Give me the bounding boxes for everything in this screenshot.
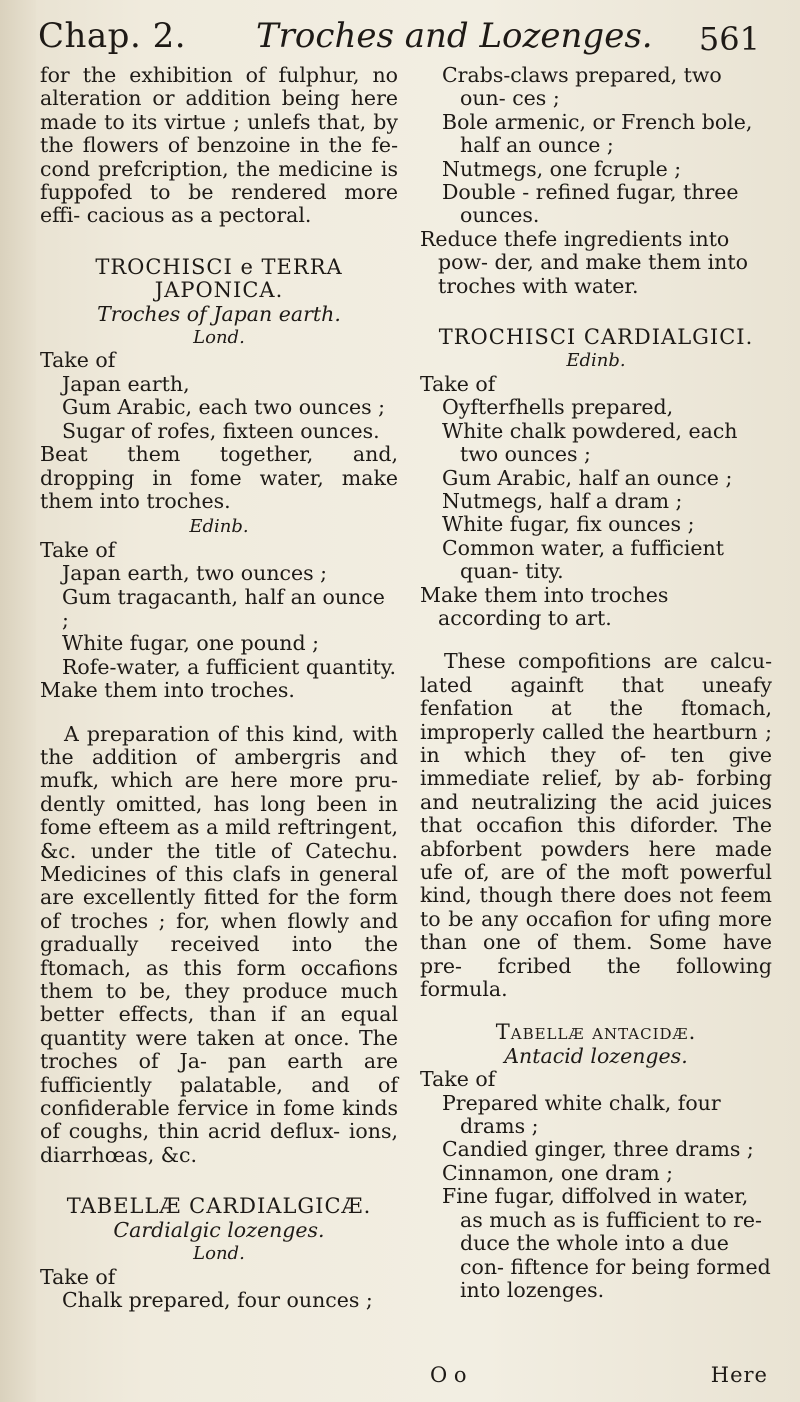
take-of-label: Take of bbox=[40, 348, 116, 373]
ingredient-line: Cinnamon, one dram ; bbox=[442, 1160, 674, 1185]
method-text: Reduce thefe ingredients into pow- der, and make them into troches with water. bbox=[420, 226, 748, 298]
take-of-label: Take of bbox=[40, 537, 116, 562]
ingredient-line: Gum Arabic, half an ounce ; bbox=[442, 465, 733, 490]
authority-label: Edinb. bbox=[566, 350, 626, 372]
ingredient-line: Candied ginger, three drams ; bbox=[442, 1137, 754, 1162]
ingredient-line: Rofe-water, a fufficient quantity. bbox=[62, 654, 397, 679]
section-subtitle: Antacid lozenges. bbox=[504, 1043, 688, 1068]
page-number: 561 bbox=[698, 20, 760, 58]
section-heading-tabellae-antacidae: Tabellæ antacidæ. bbox=[495, 1020, 697, 1045]
method-text: Beat them together, and, dropping in fome water, make them into troches. bbox=[40, 442, 398, 513]
take-of-label: Take of bbox=[420, 1067, 496, 1092]
commentary-paragraph: These compofitions are calcu- lated againft that uneafy fenfation at the ftomach, improperly called the heartburn ; in which they of- ten give immediate relief, by ab- forbing and neutralizing the acid juices that occafion this diforder. The abforbent powders here made ufe of, are of the moft powerful kind, though there does not feem to be any occafion for ufing more than one of them. Some have pre- fcribed the following formula. bbox=[420, 649, 772, 1002]
ingredient-line: Sugar of rofes, fixteen ounces. bbox=[62, 418, 380, 443]
ingredient-line: White fugar, one pound ; bbox=[62, 631, 320, 656]
section-subtitle: Cardialgic lozenges. bbox=[113, 1217, 325, 1242]
ingredient-line: Oyfterfhells prepared, bbox=[442, 395, 674, 420]
intro-paragraph: for the exhibition of fulphur, no alteration or addition being here made to its virtue ; unlefs that, by the flowers of benzoine in the fe- cond prefcription, the medicine is fuppofed to be rendered more effi- cacious as a pectoral. bbox=[40, 63, 398, 228]
ingredient-line: Nutmegs, one fcruple ; bbox=[442, 156, 682, 181]
ingredient-line: Prepared white chalk, four drams ; bbox=[442, 1090, 721, 1139]
page-footer bbox=[424, 1363, 774, 1393]
ingredient-line: Fine fugar, diffolved in water, as much as is fufficient to re- duce the whole into a due con- fiftence for being formed into lozenges. bbox=[442, 1184, 771, 1302]
authority-label: Lond. bbox=[193, 1243, 245, 1265]
section-heading-trochisci-cardialgici: TROCHISCI CARDIALGICI. bbox=[438, 325, 754, 350]
ingredient-line: White chalk powdered, each two ounces ; bbox=[442, 418, 738, 467]
running-title: Troches and Lozenges. bbox=[256, 16, 653, 56]
method-text: Make them into troches according to art. bbox=[420, 582, 669, 630]
take-of-label: Take of bbox=[420, 371, 496, 396]
signature-mark: O o bbox=[430, 1363, 467, 1387]
take-of-label: Take of bbox=[40, 1264, 116, 1289]
authority-label: Lond. bbox=[193, 327, 245, 349]
ingredient-line: Japan earth, two ounces ; bbox=[62, 561, 328, 586]
method-text: Make them into troches. bbox=[40, 678, 295, 703]
section-subtitle: Troches of Japan earth. bbox=[97, 301, 341, 326]
ingredient-line: Nutmegs, half a dram ; bbox=[442, 488, 683, 513]
running-header bbox=[38, 14, 760, 62]
right-column bbox=[420, 64, 772, 1302]
ingredient-line: Bole armenic, or French bole, half an ounce ; bbox=[442, 109, 753, 158]
chapter-label: Chap. 2. bbox=[38, 16, 187, 56]
commentary-paragraph: A preparation of this kind, with the addition of ambergris and mufk, which are here more pru- dently omitted, has long been in fome efteem as a mild reftringent, &c. under the title of Catechu. Medicines of this clafs in general are excellently fitted for the form of troches ; for, when flowly and gradually received into the ftomach, as this form occafions them to be, they produce much better effects, than if an equal quantity were taken at once. The troches of Ja- pan earth are fufficiently palatable, and of confiderable fervice in fome kinds of coughs, thin acrid deflux- ions, diarrhœas, &c. bbox=[40, 721, 398, 1167]
ingredient-line: Japan earth, bbox=[62, 371, 190, 396]
ingredient-line: Crabs-claws prepared, two oun- ces ; bbox=[442, 63, 722, 111]
ingredient-line: Gum Arabic, each two ounces ; bbox=[62, 395, 386, 420]
section-heading-trochisci-terra-japonica: TROCHISCI e TERRA JAPONICA. bbox=[95, 254, 343, 303]
ingredient-line: White fugar, fix ounces ; bbox=[442, 512, 695, 537]
left-column bbox=[40, 64, 398, 1312]
ingredient-line: Common water, a fufficient quan- tity. bbox=[442, 535, 724, 584]
ingredient-line: Double - refined fugar, three ounces. bbox=[442, 180, 739, 228]
page-gutter-shadow bbox=[0, 0, 36, 1402]
authority-label: Edinb. bbox=[189, 516, 249, 538]
ingredient-line: Chalk prepared, four ounces ; bbox=[62, 1287, 373, 1312]
ingredient-line: Gum tragacanth, half an ounce ; bbox=[62, 584, 385, 632]
catchword: Here bbox=[710, 1363, 768, 1387]
section-heading-tabellae-cardialgicae: TABELLÆ CARDIALGICÆ. bbox=[66, 1194, 372, 1219]
